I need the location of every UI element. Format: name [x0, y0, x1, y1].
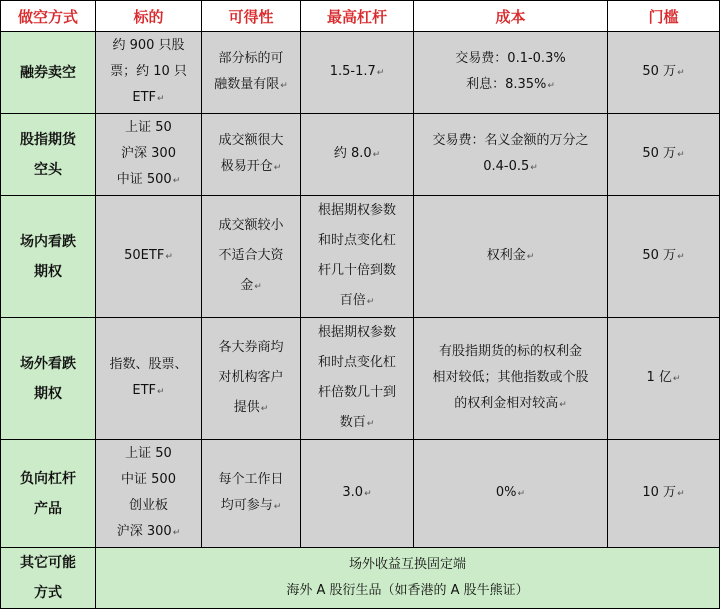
- table-row: [1, 196, 720, 318]
- paragraph-mark-icon: ↵: [677, 252, 685, 262]
- cell-text: 沪深 300: [121, 146, 176, 161]
- cell-text-line: [5, 494, 91, 524]
- paragraph-mark-icon: ↵: [530, 163, 538, 173]
- cell-text: 权利金: [486, 248, 526, 263]
- cell-text: 0.4-0.5: [483, 159, 530, 174]
- availability-cell: [202, 114, 301, 196]
- paragraph-mark-icon: ↵: [172, 176, 181, 186]
- cell-text-line: [206, 333, 296, 363]
- cell-text: 期权: [34, 385, 62, 402]
- paragraph-mark-icon: ↵: [559, 400, 567, 410]
- cell-text-line: [612, 141, 715, 168]
- paragraph-mark-icon: ↵: [273, 502, 282, 512]
- cell-text-line: [100, 578, 715, 604]
- cell-text-line: [100, 167, 197, 194]
- cell-text: 1.5-1.7: [329, 64, 376, 79]
- cell-text: 根据期权参数: [317, 203, 396, 218]
- paragraph-mark-icon: ↵: [366, 297, 375, 307]
- leverage-cell: [301, 318, 414, 440]
- cost-cell: [414, 32, 608, 114]
- cell-text-line: [5, 464, 91, 494]
- cell-text: 交易费：名义金额的万分之: [432, 133, 589, 148]
- cell-text-line: [5, 125, 91, 155]
- cell-text-line: [305, 59, 409, 86]
- paragraph-mark-icon: ↵: [366, 419, 375, 429]
- cell-text-line: [206, 46, 296, 72]
- cell-text: 部分标的可: [218, 51, 284, 66]
- cell-text-line: [206, 128, 296, 154]
- cell-text-line: [305, 408, 409, 439]
- cell-text-line: [206, 72, 296, 99]
- other-methods-items: [96, 548, 720, 609]
- paragraph-mark-icon: ↵: [677, 489, 685, 499]
- cell-text: 方式: [34, 585, 62, 601]
- cell-text: 交易费：0.1-0.3%: [455, 51, 566, 66]
- cell-text: 沪深 300: [116, 524, 172, 539]
- cell-text: 上证 50: [125, 446, 172, 461]
- cell-text-line: [100, 33, 197, 59]
- cell-text-line: [206, 241, 296, 271]
- cell-text-line: [206, 211, 296, 241]
- header-target: 标的: [96, 1, 202, 32]
- method-cell: [1, 32, 96, 114]
- leverage-cell: [301, 196, 414, 318]
- cell-text-line: [5, 578, 91, 608]
- cell-text-line: [100, 441, 197, 467]
- header-row: [1, 1, 720, 32]
- method-cell: [1, 196, 96, 318]
- threshold-cell: [608, 440, 720, 548]
- cell-text-line: [5, 58, 91, 88]
- cell-text-line: [418, 339, 603, 365]
- cell-text-line: [305, 256, 409, 286]
- cell-text: 上证 50: [125, 120, 172, 135]
- cell-text-line: [418, 480, 603, 507]
- cell-text-line: [100, 352, 197, 378]
- cell-text-line: [100, 552, 715, 578]
- cell-text-line: [5, 155, 91, 185]
- method-cell: [1, 440, 96, 548]
- target-cell: [96, 318, 202, 440]
- cell-text-line: [100, 85, 197, 112]
- cell-text: 每个工作日: [218, 472, 284, 487]
- cell-text: 杆倍数几十到: [317, 385, 396, 400]
- cell-text: 数百: [339, 415, 366, 430]
- paragraph-mark-icon: ↵: [547, 81, 555, 91]
- cell-text: 0%: [495, 485, 517, 500]
- leverage-cell: [301, 114, 414, 196]
- cell-text: 50 万: [642, 64, 677, 79]
- cell-text: 利息：8.35%: [466, 77, 547, 92]
- cell-text: 均可参与: [220, 498, 273, 513]
- header-max-leverage: 最高杠杆: [301, 1, 414, 32]
- threshold-cell: [608, 32, 720, 114]
- cell-text: 其它可能: [20, 555, 76, 571]
- table-row: [1, 440, 720, 548]
- cell-text: 空头: [34, 161, 62, 178]
- paragraph-mark-icon: ↵: [254, 282, 262, 292]
- method-cell: [1, 114, 96, 196]
- cell-text-line: [418, 243, 603, 270]
- cell-text: 中证 500: [121, 472, 176, 487]
- paragraph-mark-icon: ↵: [280, 81, 288, 91]
- cell-text: 对机构客户: [218, 370, 284, 385]
- target-cell: [96, 114, 202, 196]
- paragraph-mark-icon: ↵: [260, 404, 269, 414]
- cost-cell: [414, 114, 608, 196]
- cell-text-line: [305, 286, 409, 317]
- cell-text-line: [5, 548, 91, 578]
- cell-text: 10 万: [642, 485, 677, 500]
- cell-text: 约 900 只股: [112, 38, 185, 53]
- cell-text: ETF: [132, 383, 157, 398]
- cell-text: 50 万: [642, 248, 677, 263]
- cell-text-line: [612, 59, 715, 86]
- table-row: [1, 32, 720, 114]
- cell-text: 创业板: [128, 498, 168, 513]
- cell-text-line: [305, 318, 409, 348]
- cell-text: 海外 A 股衍生品（如香港的 A 股牛熊证）: [286, 583, 529, 598]
- table-row: [1, 318, 720, 440]
- cell-text: 指数、股票、: [109, 357, 188, 372]
- cell-text: 场内看跌: [20, 233, 76, 250]
- cell-text: ETF: [132, 90, 157, 105]
- availability-cell: [202, 440, 301, 548]
- paragraph-mark-icon: ↵: [376, 68, 385, 78]
- paragraph-mark-icon: ↵: [677, 68, 685, 78]
- paragraph-mark-icon: ↵: [526, 252, 535, 262]
- paragraph-mark-icon: ↵: [273, 163, 282, 173]
- header-method: 做空方式: [1, 1, 96, 32]
- cell-text-line: [100, 243, 197, 270]
- paragraph-mark-icon: ↵: [172, 528, 181, 538]
- paragraph-mark-icon: ↵: [677, 150, 685, 160]
- availability-cell: [202, 318, 301, 440]
- cell-text-line: [5, 227, 91, 257]
- target-cell: [96, 32, 202, 114]
- cell-text: 期权: [34, 263, 62, 280]
- cell-text: 提供: [233, 400, 260, 415]
- cell-text-line: [305, 348, 409, 378]
- target-cell: [96, 440, 202, 548]
- cell-text: 和时点变化杠: [317, 233, 396, 248]
- leverage-cell: [301, 440, 414, 548]
- cell-text: 不适合大资: [218, 248, 284, 263]
- cell-text: 相对较低；其他指数或个股: [432, 370, 589, 385]
- availability-cell: [202, 196, 301, 318]
- cell-text: 和时点变化杠: [317, 355, 396, 370]
- cell-text: 根据期权参数: [317, 325, 396, 340]
- paragraph-mark-icon: ↵: [672, 374, 681, 384]
- cell-text: 极易开仓: [220, 159, 273, 174]
- cell-text-line: [305, 141, 409, 168]
- cell-text: 融数量有限: [214, 77, 280, 92]
- leverage-cell: [301, 32, 414, 114]
- header-availability: 可得性: [202, 1, 301, 32]
- cell-text: 成交额较小: [218, 218, 284, 233]
- cell-text-line: [418, 46, 603, 72]
- cell-text-line: [100, 519, 197, 546]
- cell-text: 票；约 10 只: [110, 64, 187, 79]
- cell-text-line: [100, 493, 197, 519]
- cell-text-line: [206, 493, 296, 520]
- cell-text-line: [100, 115, 197, 141]
- cell-text: 场外看跌: [20, 355, 76, 372]
- cell-text-line: [100, 467, 197, 493]
- cell-text-line: [100, 378, 197, 405]
- header-threshold: 门槛: [608, 1, 720, 32]
- cell-text: 股指期货: [20, 131, 76, 148]
- cell-text-line: [100, 59, 197, 85]
- cell-text-line: [305, 480, 409, 507]
- header-cost: 成本: [414, 1, 608, 32]
- cell-text-line: [5, 349, 91, 379]
- paragraph-mark-icon: ↵: [165, 252, 173, 262]
- cell-text-line: [612, 365, 715, 392]
- cell-text: 杆几十倍到数: [317, 263, 396, 278]
- target-cell: [96, 196, 202, 318]
- table-row: [1, 114, 720, 196]
- cell-text-line: [305, 378, 409, 408]
- cell-text-line: [418, 72, 603, 99]
- cell-text: 1 亿: [646, 370, 672, 385]
- cell-text: 金: [240, 278, 254, 293]
- threshold-cell: [608, 318, 720, 440]
- cell-text-line: [206, 154, 296, 181]
- cell-text-line: [418, 154, 603, 181]
- cell-text: 场外收益互换固定端: [348, 557, 466, 572]
- cell-text: 3.0: [342, 485, 364, 500]
- cell-text: 50 万: [642, 146, 677, 161]
- threshold-cell: [608, 114, 720, 196]
- cell-text-line: [5, 379, 91, 409]
- method-cell: [1, 318, 96, 440]
- cost-cell: [414, 440, 608, 548]
- cost-cell: [414, 318, 608, 440]
- cell-text-line: [418, 128, 603, 154]
- cost-cell: [414, 196, 608, 318]
- cell-text-line: [305, 196, 409, 226]
- cell-text: 产品: [34, 500, 62, 517]
- paragraph-mark-icon: ↵: [157, 387, 165, 397]
- cell-text: 负向杠杆: [20, 470, 76, 487]
- cell-text-line: [206, 467, 296, 493]
- cell-text: 成交额很大: [218, 133, 284, 148]
- cell-text-line: [5, 257, 91, 287]
- cell-text-line: [206, 393, 296, 424]
- paragraph-mark-icon: ↵: [364, 489, 372, 499]
- cell-text: 百倍: [339, 293, 366, 308]
- cell-text: 有股指期货的标的权利金: [438, 344, 582, 359]
- cell-text-line: [418, 365, 603, 391]
- other-methods-label: [1, 548, 96, 609]
- cell-text-line: [100, 141, 197, 167]
- availability-cell: [202, 32, 301, 114]
- cell-text-line: [206, 271, 296, 302]
- cell-text-line: [612, 480, 715, 507]
- cell-text: 中证 500: [116, 172, 172, 187]
- paragraph-mark-icon: ↵: [517, 489, 526, 499]
- other-methods-row: [1, 548, 720, 609]
- cell-text: 的权利金相对较高: [454, 396, 559, 411]
- cell-text: 各大券商均: [218, 340, 284, 355]
- cell-text: 50ETF: [124, 248, 165, 263]
- cell-text: 融券卖空: [20, 64, 76, 81]
- cell-text: 约 8.0: [333, 146, 372, 161]
- cell-text-line: [418, 391, 603, 418]
- cell-text-line: [612, 243, 715, 270]
- paragraph-mark-icon: ↵: [157, 94, 165, 104]
- paragraph-mark-icon: ↵: [372, 150, 381, 160]
- cell-text-line: [206, 363, 296, 393]
- cell-text-line: [305, 226, 409, 256]
- threshold-cell: [608, 196, 720, 318]
